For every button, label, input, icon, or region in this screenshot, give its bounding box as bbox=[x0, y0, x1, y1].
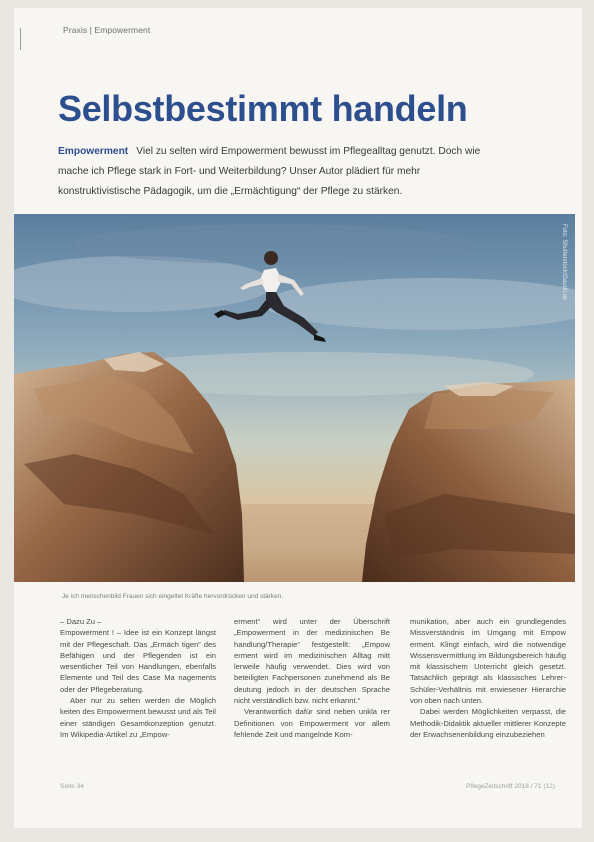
page-title: Selbstbestimmt handeln bbox=[58, 88, 468, 129]
col3-paragraph-2: Dabei werden Möglichkeiten verpasst, die Methodik-Didaktik aktueller mittlerer Konzepte der Erwachsenenbildung einzubeziehen bbox=[410, 707, 566, 739]
text-column-3 bbox=[410, 616, 566, 740]
text-column-2 bbox=[234, 616, 390, 740]
intro-keyword: Empowerment bbox=[58, 146, 129, 157]
col1-subhead: – Dazu Zu – bbox=[60, 617, 102, 626]
col3-paragraph-1: munikation, aber auch ein grundlegendes Missverständnis im Umgang mit Empow erment. Klingt einfach, wird die notwendige Wissensvermittlung im Bildungsbereich häufig mit klassischem Unterricht gleich gesetzt. Tatsächlich geprägt als klassisches Lehrer-Schüler-Verhältnis mit erwiesener Hierarchie von oben nach unten. bbox=[410, 617, 566, 706]
text-column-1 bbox=[60, 616, 216, 740]
jumping-man-photo bbox=[14, 214, 575, 582]
col1-paragraph-1: Empowerment ! – Idee ist ein Konzept längst mit der Pflegeschaft. Das „Ermäch tigen“ des Befähigen und der Pflegenden ist ein wesentlicher Teil von Handlungen, ebenfalls Elemente und Teil des Case Ma nagements oder der Pflegeberatung. bbox=[60, 628, 216, 694]
section-label: Praxis | Empowerment bbox=[63, 25, 151, 35]
journal-reference: PflegeZeitschrift 2018 / 71 (12) bbox=[466, 783, 555, 790]
page-number: Seite 34 bbox=[60, 783, 84, 790]
photo-caption: Je ich menschenbild Frauen sich eingeltet Kräfte hervordrücken und stärken. bbox=[62, 593, 284, 600]
col2-paragraph-2: Verantwortlich dafür sind neben unkla rer Definitionen von Empowerment vor allem fehlende Zeit und mangelnde Kom- bbox=[234, 707, 390, 739]
magazine-page bbox=[14, 8, 582, 828]
intro-text: Viel zu selten wird Empowerment bewusst im Pflegealltag genutzt. Doch wie mache ich Pflege stark in Fort- und Weiterbildung? Unser Autor plädiert für mehr konstruktivistische Pädagogik, um die „Ermächtigung“ der Pflege zu stärken. bbox=[58, 146, 481, 197]
col2-paragraph-1: erment“ wird unter der Überschrift „Empowerment in der medizinischen Be handlung/Therapie“ festgestellt: „Empow erment wird im medizinischen Alltag mitt lerweile häufig verwendet. Dies wird von beteiligten Fachpersonen zunehmend als Be deutung jedoch in der deutschen Sprache nicht verständlich bzw. nicht erkannt.“ bbox=[234, 617, 390, 706]
corner-marker bbox=[20, 28, 27, 50]
intro-paragraph bbox=[58, 142, 498, 202]
photo-credit: Foto: Shutterstock/GaudiLab bbox=[561, 224, 567, 301]
col1-paragraph-2: Aber nur zu selten werden die Möglich keiten des Empowerment bewusst und als Teil einer ständigen Gesamtkonzeption genutzt. Im Wikipedia-Artikel zu „Empow- bbox=[60, 696, 216, 739]
